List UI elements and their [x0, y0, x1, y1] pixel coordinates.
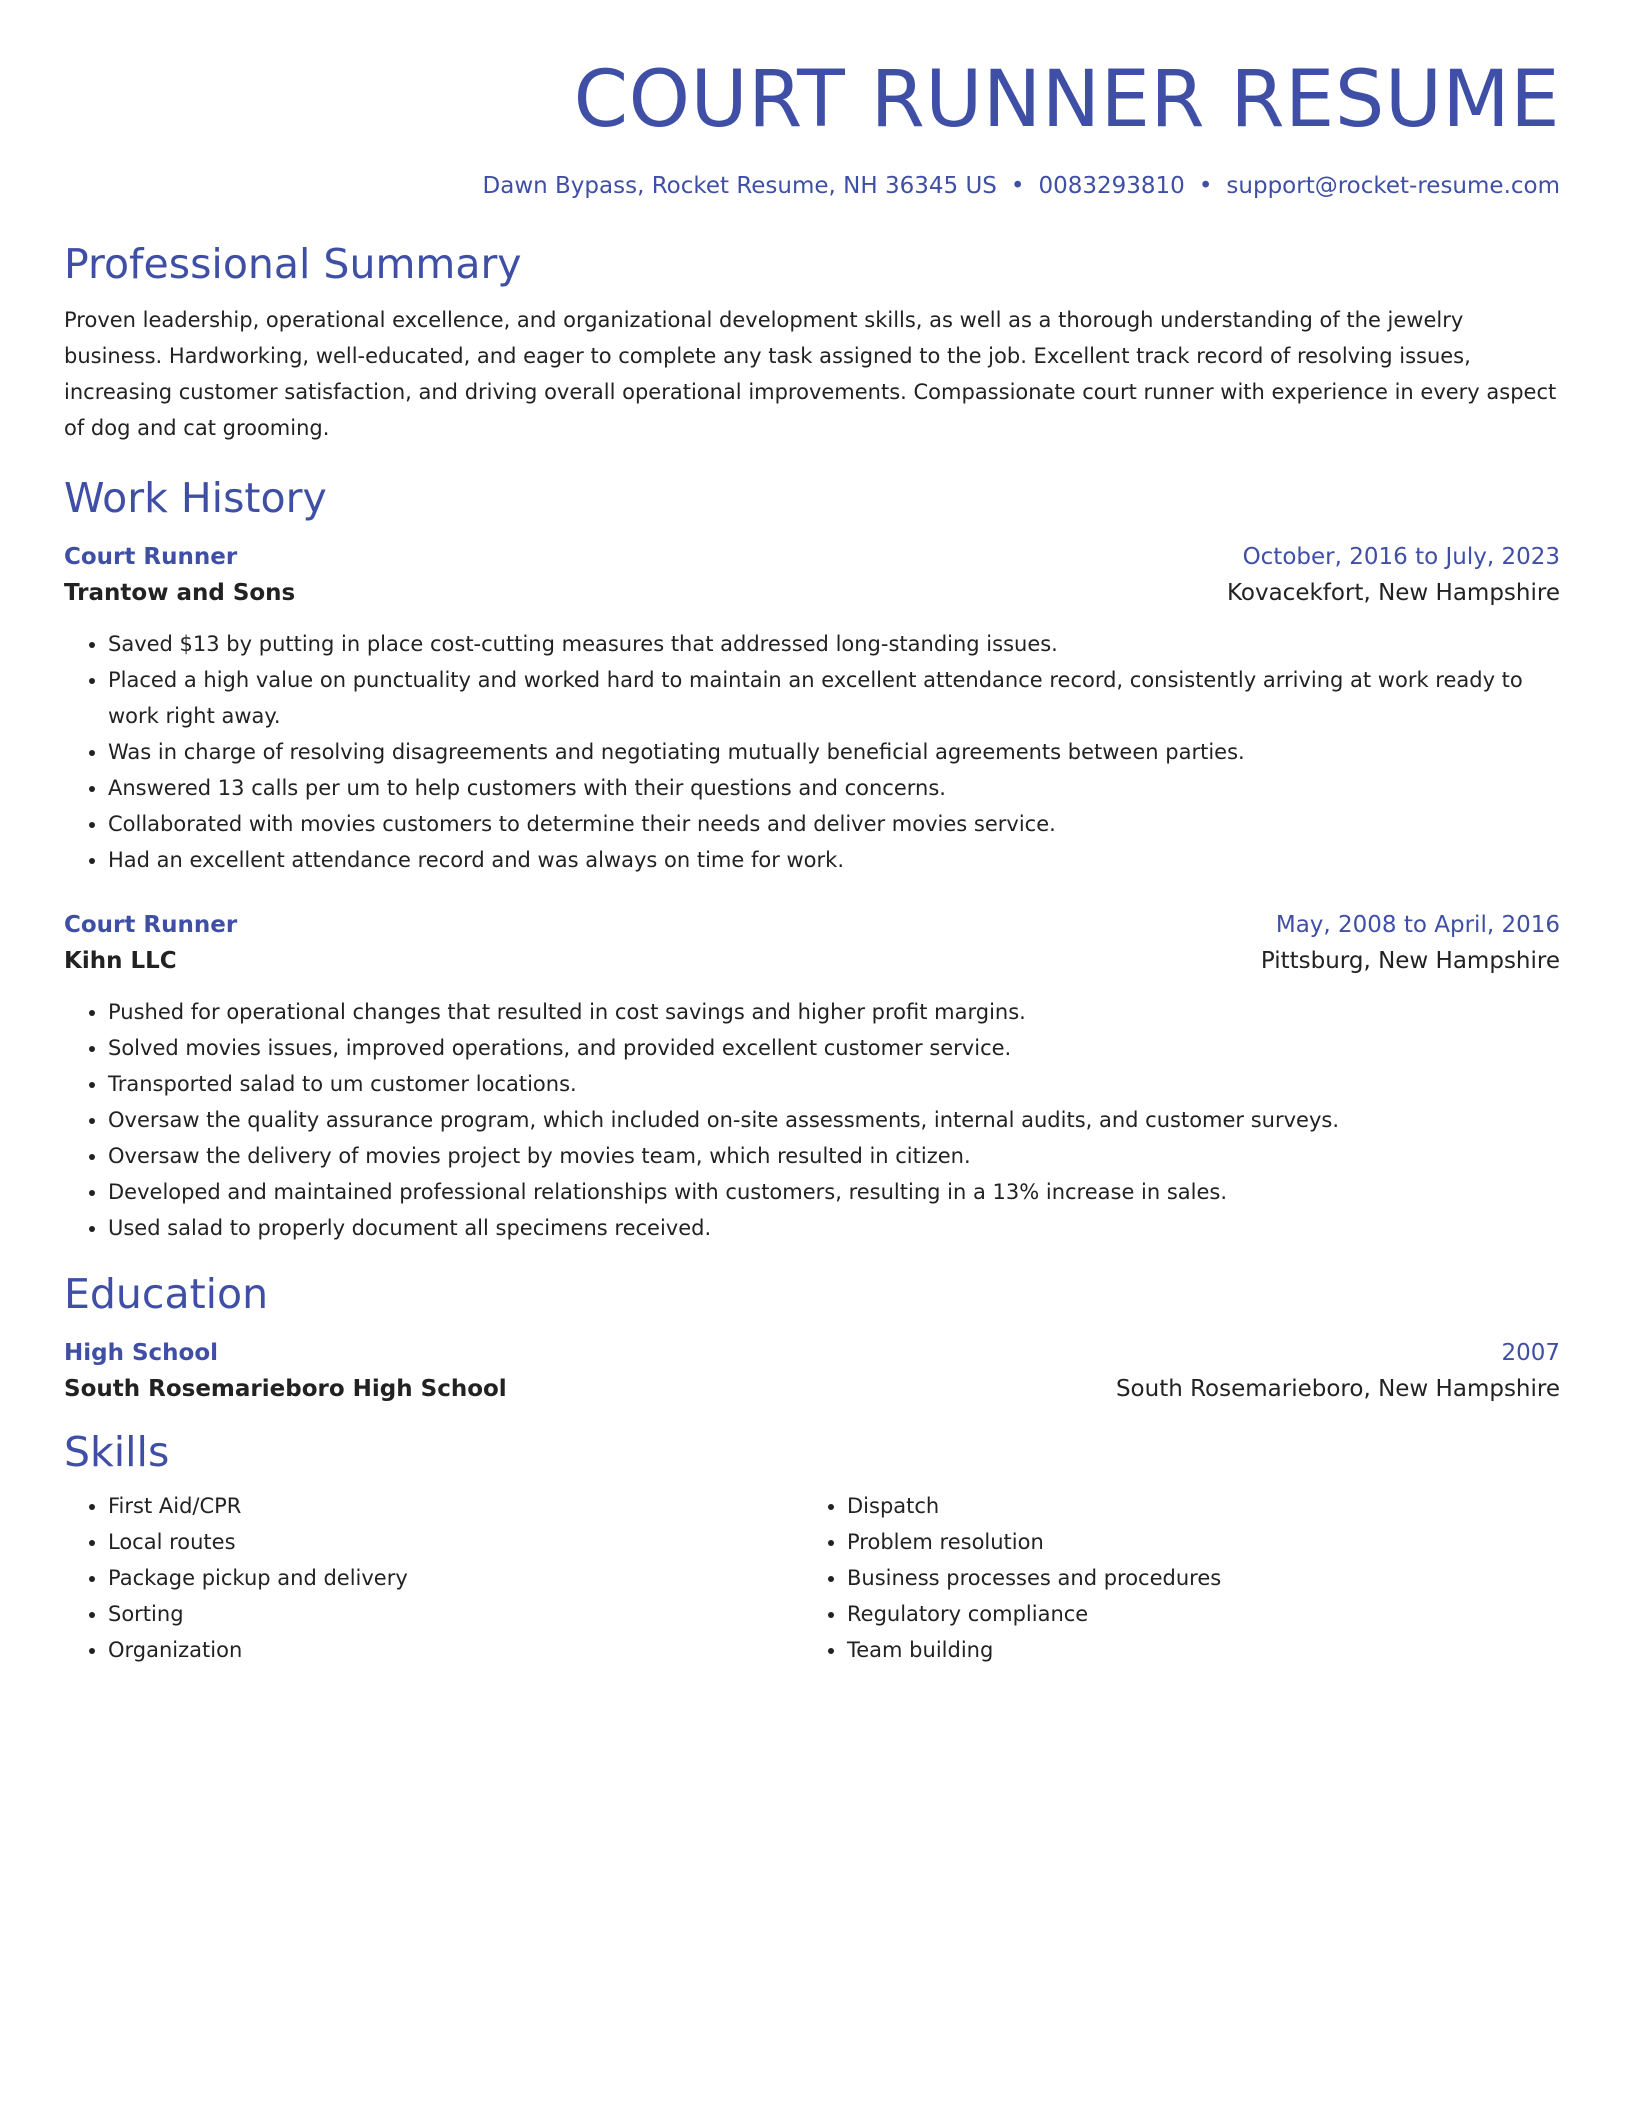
contact-line	[64, 170, 1560, 202]
skill-item: • Dispatch	[847, 1488, 1542, 1524]
job-title: Court Runner	[64, 544, 238, 570]
skills-grid	[64, 1488, 1560, 1668]
job-bullet: • Saved $13 by putting in place cost-cutting measures that addressed long-standing issues.	[108, 626, 1560, 662]
skills-list-left	[64, 1488, 803, 1668]
skill-item: • Sorting	[108, 1596, 803, 1632]
job-company: Trantow and Sons	[64, 580, 296, 606]
job-entry	[64, 908, 1560, 1246]
job-bullet: • Transported salad to um customer locations.	[108, 1066, 1560, 1102]
contact-phone: 0083293810	[1038, 173, 1185, 199]
skill-item: • Local routes	[108, 1524, 803, 1560]
job-company-row	[64, 942, 1560, 980]
job-bullet: • Was in charge of resolving disagreements and negotiating mutually beneficial agreements between parties.	[108, 734, 1560, 770]
job-location: Kovacekfort, New Hampshire	[1226, 580, 1560, 606]
job-bullet: • Collaborated with movies customers to determine their needs and deliver movies service.	[108, 806, 1560, 842]
job-bullets	[64, 994, 1560, 1246]
contact-separator: •	[1010, 173, 1025, 199]
skill-item: • Business processes and procedures	[847, 1560, 1542, 1596]
skill-item: • Problem resolution	[847, 1524, 1542, 1560]
job-bullet: • Solved movies issues, improved operations, and provided excellent customer service.	[108, 1030, 1560, 1066]
skill-item: • Team building	[847, 1632, 1542, 1668]
job-bullet: • Developed and maintained professional relationships with customers, resulting in a 13% increase in sales.	[108, 1174, 1560, 1210]
job-bullet: • Oversaw the delivery of movies project by movies team, which resulted in citizen.	[108, 1138, 1560, 1174]
summary-text: Proven leadership, operational excellence, and organizational development skills, as well as a thorough understanding of the jewelry business. Hardworking, well-educated, and eager to complete any task assigned to the job. Excellent track record of resolving issues, increasing customer satisfaction, and driving overall operational improvements. Compassionate court runner with experience in every aspect of dog and cat grooming.	[64, 308, 1557, 440]
education-year: 2007	[1501, 1340, 1560, 1366]
job-title-row	[64, 540, 1560, 574]
skill-item: • Organization	[108, 1632, 803, 1668]
job-bullet: • Placed a high value on punctuality and worked hard to maintain an excellent attendance record, consistently arriving at work ready to work right away.	[108, 662, 1560, 734]
job-entry	[64, 540, 1560, 878]
education-degree: High School	[64, 1340, 219, 1366]
skill-item: • Regulatory compliance	[847, 1596, 1542, 1632]
education-school-row	[64, 1370, 1560, 1408]
contact-email: support@rocket-resume.com	[1226, 173, 1560, 199]
job-bullets	[64, 626, 1560, 878]
resume-page	[64, 52, 1560, 1668]
education-school: South Rosemarieboro High School	[64, 1376, 507, 1402]
contact-address: Dawn Bypass, Rocket Resume, NH 36345 US	[482, 173, 997, 199]
job-location: Pittsburg, New Hampshire	[1260, 948, 1560, 974]
job-title-row	[64, 908, 1560, 942]
job-bullet: • Used salad to properly document all specimens received.	[108, 1210, 1560, 1246]
job-bullet: • Oversaw the quality assurance program, which included on-site assessments, internal audits, and customer surveys.	[108, 1102, 1560, 1138]
job-bullet: • Answered 13 calls per um to help customers with their questions and concerns.	[108, 770, 1560, 806]
contact-separator: •	[1198, 173, 1213, 199]
education-degree-row	[64, 1336, 1560, 1370]
education-location: South Rosemarieboro, New Hampshire	[1115, 1376, 1560, 1402]
job-dates: October, 2016 to July, 2023	[1242, 544, 1560, 570]
education-heading: Education	[64, 1270, 269, 1318]
resume-title: COURT RUNNER RESUME	[573, 55, 1560, 145]
education-entry	[64, 1336, 1560, 1408]
skills-list-right	[803, 1488, 1542, 1668]
skill-item: • First Aid/CPR	[108, 1488, 803, 1524]
work-history-heading: Work History	[64, 474, 327, 522]
job-bullet: • Pushed for operational changes that resulted in cost savings and higher profit margins.	[108, 994, 1560, 1030]
job-company: Kihn LLC	[64, 948, 177, 974]
skill-item: • Package pickup and delivery	[108, 1560, 803, 1596]
job-title: Court Runner	[64, 912, 238, 938]
job-dates: May, 2008 to April, 2016	[1275, 912, 1560, 938]
summary-heading: Professional Summary	[64, 240, 522, 288]
job-company-row	[64, 574, 1560, 612]
skills-heading: Skills	[64, 1428, 170, 1476]
job-bullet: • Had an excellent attendance record and was always on time for work.	[108, 842, 1560, 878]
